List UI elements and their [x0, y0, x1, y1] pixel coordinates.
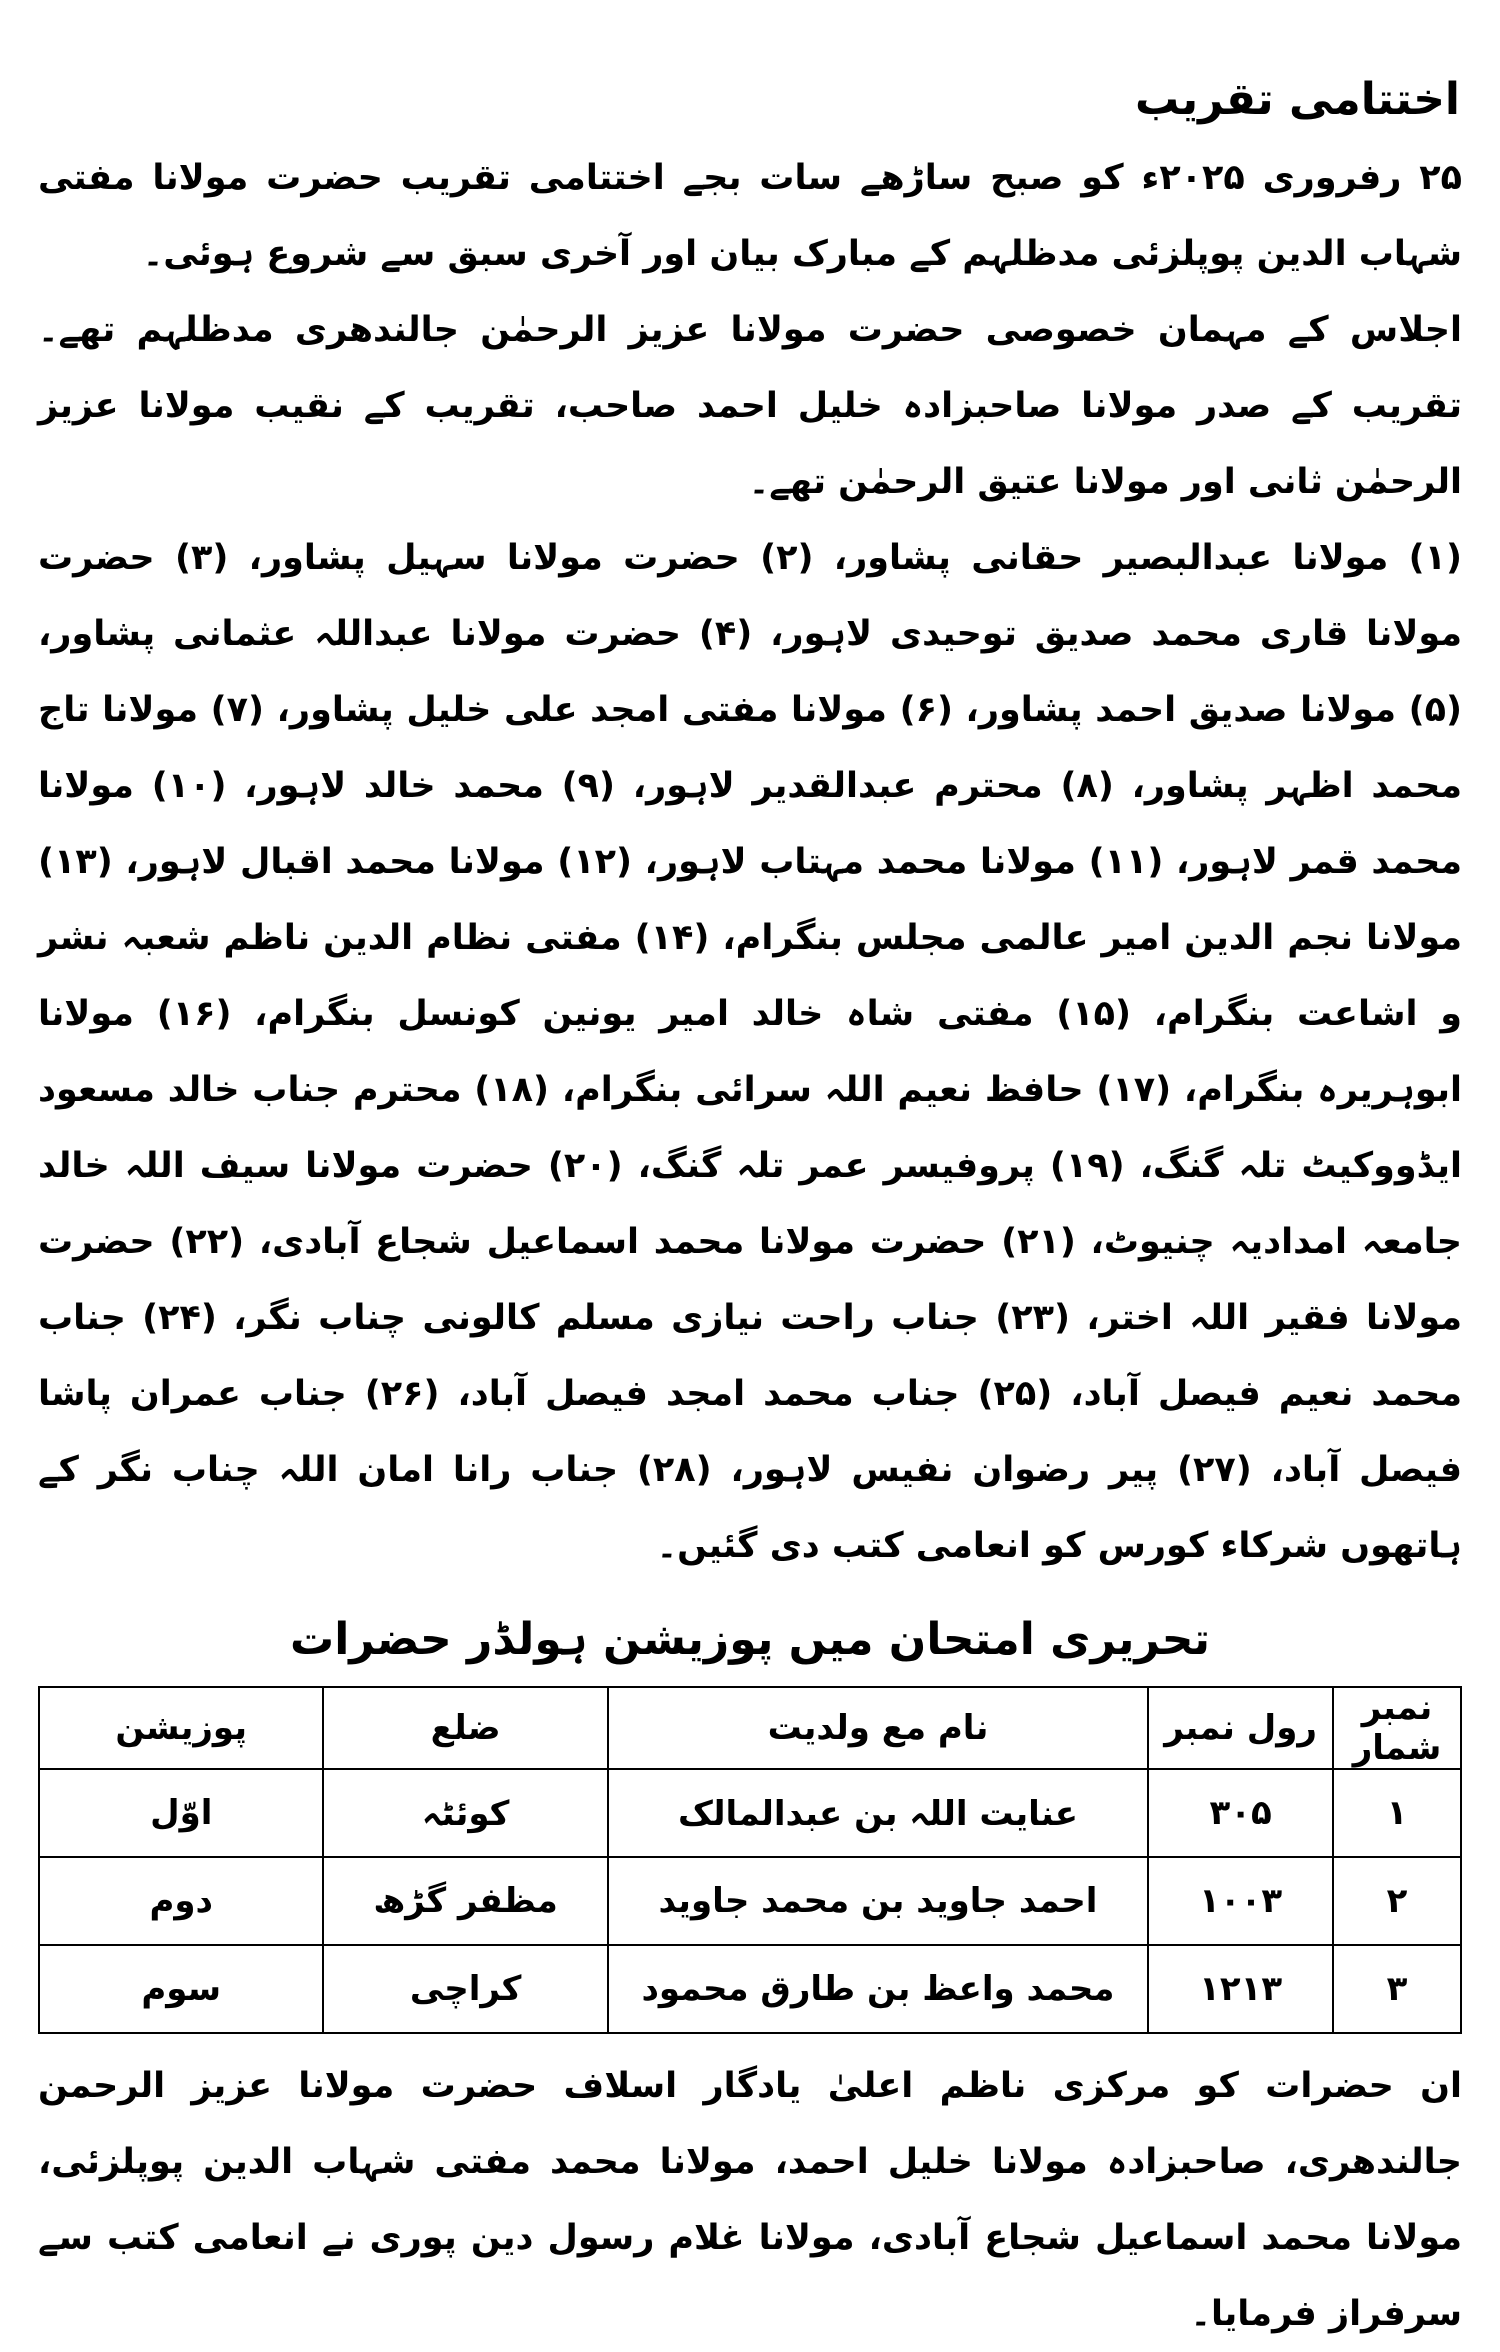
cell-district: مظفر گڑھ [323, 1857, 607, 1945]
document-page [38, 60, 1462, 2352]
cell-position: سوم [39, 1945, 323, 2033]
cell-name: احمد جاوید بن محمد جاوید [608, 1857, 1148, 1945]
cell-roll-number: ۱۰۰۳ [1148, 1857, 1333, 1945]
table-row [39, 1769, 1461, 1857]
position-holders-table [38, 1686, 1462, 2034]
paragraph-closing: ان حضرات کو مرکزی ناظم اعلیٰ یادگار اسلاف حضرت مولانا عزیز الرحمن جالندھری، صاحبزادہ مولانا خلیل احمد، مولانا محمد مفتی شہاب الدین پوپلزئی، مولانا محمد اسماعیل شجاع آبادی، مولانا غلام رسول دین پوری نے انعامی کتب سے سرفراز فرمایا۔ [38, 2066, 1462, 2334]
section-heading: اختتامی تقریب [1135, 74, 1460, 125]
cell-serial: ۱ [1333, 1769, 1461, 1857]
header-district: ضلع [323, 1687, 607, 1769]
cell-district: کراچی [323, 1945, 607, 2033]
cell-name: محمد واعظ بن طارق محمود [608, 1945, 1148, 2033]
header-position: پوزیشن [39, 1687, 323, 1769]
cell-roll-number: ۱۲۱۳ [1148, 1945, 1333, 2033]
table-title: تحریری امتحان میں پوزیشن ہولڈر حضرات [290, 1614, 1210, 1665]
cell-serial: ۲ [1333, 1857, 1461, 1945]
header-roll-number: رول نمبر [1148, 1687, 1333, 1769]
table-header-row [39, 1687, 1461, 1769]
header-serial: نمبر شمار [1333, 1687, 1461, 1769]
cell-serial: ۳ [1333, 1945, 1461, 2033]
table-row [39, 1945, 1461, 2033]
paragraph-distributors: (۱) مولانا عبدالبصیر حقانی پشاور، (۲) حضرت مولانا سہیل پشاور، (۳) حضرت مولانا قاری محمد صدیق توحیدی لاہور، (۴) حضرت مولانا عبداللہ عثمانی پشاور، (۵) مولانا صدیق احمد پشاور، (۶) مولانا مفتی امجد علی خلیل پشاور، (۷) مولانا تاج محمد اظہر پشاور، (۸) محترم عبدالقدیر لاہور، (۹) محمد خالد لاہور، (۱۰) مولانا محمد قمر لاہور، (۱۱) مولانا محمد مہتاب لاہور، (۱۲) مولانا محمد اقبال لاہور، (۱۳) مولانا نجم الدین امیر عالمی مجلس بنگرام، (۱۴) مفتی نظام الدین ناظم شعبہ نشر و اشاعت بنگرام، (۱۵) مفتی شاہ خالد امیر یونین کونسل بنگرام، (۱۶) مولانا ابوہریرہ بنگرام، (۱۷) حافظ نعیم اللہ سرائی بنگرام، (۱۸) محترم جناب خالد مسعود ایڈووکیٹ تلہ گنگ، (۱۹) پروفیسر عمر تلہ گنگ، (۲۰) حضرت مولانا سیف اللہ خالد جامعہ امدادیہ چنیوٹ، (۲۱) حضرت مولانا محمد اسماعیل شجاع آبادی، (۲۲) حضرت مولانا فقیر اللہ اختر، (۲۳) جناب راحت نیازی مسلم کالونی چناب نگر، (۲۴) جناب محمد نعیم فیصل آباد، (۲۵) جناب محمد امجد فیصل آباد، (۲۶) جناب عمران پاشا فیصل آباد، (۲۷) پیر رضوان نفیس لاہور، (۲۸) جناب رانا امان اللہ چناب نگر کے ہاتھوں شرکاء کورس کو انعامی کتب دی گئیں۔ [38, 538, 1463, 1566]
cell-position: دوم [39, 1857, 323, 1945]
cell-roll-number: ۳۰۵ [1148, 1769, 1333, 1857]
header-name: نام مع ولدیت [608, 1687, 1148, 1769]
cell-name: عنایت اللہ بن عبدالمالک [608, 1769, 1148, 1857]
paragraph-opening: ۲۵ رفروری ۲۰۲۵ء کو صبح ساڑھے سات بجے اختتامی تقریب حضرت مولانا مفتی شہاب الدین پوپلزئی مدظلہم کے مبارک بیان اور آخری سبق سے شروع ہوئی۔ [38, 158, 1462, 274]
cell-district: کوئٹہ [323, 1769, 607, 1857]
table-row [39, 1857, 1461, 1945]
paragraph-guests: اجلاس کے مہمان خصوصی حضرت مولانا عزیز الرحمٰن جالندھری مدظلہم تھے۔ تقریب کے صدر مولانا صاحبزادہ خلیل احمد صاحب، تقریب کے نقیب مولانا عزیز الرحمٰن ثانی اور مولانا عتیق الرحمٰن تھے۔ [38, 310, 1462, 502]
cell-position: اوّل [39, 1769, 323, 1857]
